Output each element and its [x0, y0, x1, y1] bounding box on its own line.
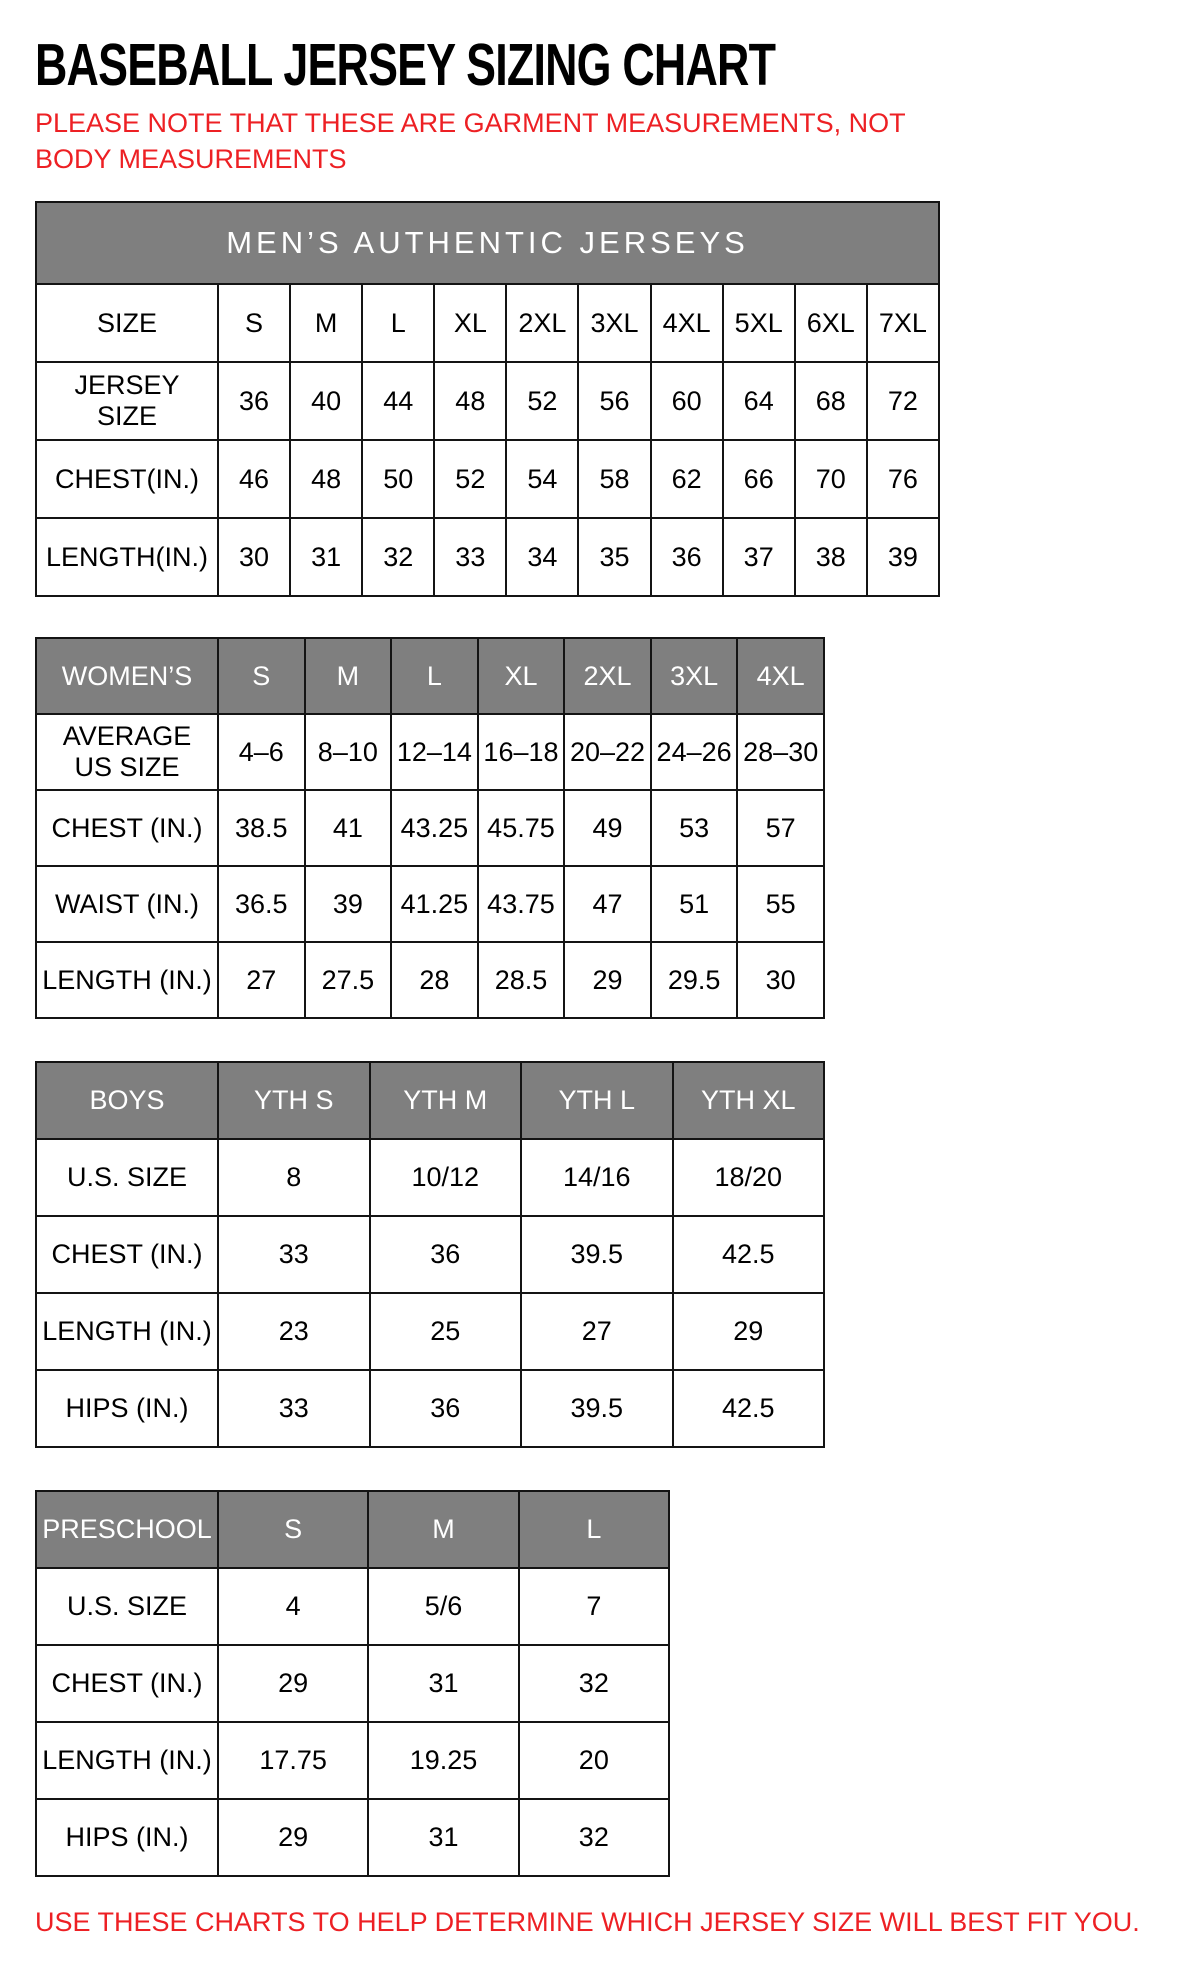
table-row — [36, 362, 939, 440]
column-header: 3XL — [651, 638, 738, 714]
table-cell: 29 — [673, 1293, 825, 1370]
table-cell: 51 — [651, 866, 738, 942]
table-cell: 48 — [434, 362, 506, 440]
page-title: BASEBALL JERSEY SIZING CHART — [35, 31, 776, 98]
table-cell: 28–30 — [737, 714, 824, 790]
table-cell: 6XL — [795, 284, 867, 362]
table-cell: 20 — [519, 1722, 669, 1799]
table-cell: 7XL — [867, 284, 939, 362]
table-cell: 32 — [519, 1645, 669, 1722]
table-cell: 49 — [564, 790, 651, 866]
row-label: U.S. SIZE — [36, 1568, 218, 1645]
table-cell: 55 — [737, 866, 824, 942]
table-cell: 27.5 — [305, 942, 392, 1018]
table-cell: 57 — [737, 790, 824, 866]
table-cell: 43.25 — [391, 790, 478, 866]
column-header: S — [218, 1491, 368, 1568]
table-cell: 8 — [218, 1139, 370, 1216]
table-cell: 29 — [218, 1799, 368, 1876]
table-cell: 54 — [506, 440, 578, 518]
table-cell: 28 — [391, 942, 478, 1018]
preschool-table — [35, 1490, 670, 1877]
table-cell: 36 — [218, 362, 290, 440]
table-cell: 28.5 — [478, 942, 565, 1018]
column-header: YTH XL — [673, 1062, 825, 1139]
row-label: CHEST (IN.) — [36, 1216, 218, 1293]
table-cell: 4XL — [651, 284, 723, 362]
table-cell: 33 — [218, 1216, 370, 1293]
table-cell: 62 — [651, 440, 723, 518]
table-header-row — [36, 1491, 669, 1568]
table-row — [36, 1216, 824, 1293]
table-cell: 66 — [723, 440, 795, 518]
table-cell: 39 — [305, 866, 392, 942]
table-cell: 48 — [290, 440, 362, 518]
column-header: S — [218, 638, 305, 714]
table-cell: 5XL — [723, 284, 795, 362]
table-cell: 45.75 — [478, 790, 565, 866]
table-cell: 24–26 — [651, 714, 738, 790]
table-cell: 3XL — [578, 284, 650, 362]
row-label: SIZE — [36, 284, 218, 362]
row-label: BOYS — [36, 1062, 218, 1139]
row-label: HIPS (IN.) — [36, 1799, 218, 1876]
table-cell: 30 — [737, 942, 824, 1018]
row-label: WAIST (IN.) — [36, 866, 218, 942]
row-label: WOMEN’S — [36, 638, 218, 714]
table-cell: 58 — [578, 440, 650, 518]
row-label: LENGTH (IN.) — [36, 942, 218, 1018]
table-cell: 34 — [506, 518, 578, 596]
table-cell: 19.25 — [368, 1722, 518, 1799]
womens-table — [35, 637, 825, 1019]
table-header-row — [36, 1062, 824, 1139]
table-cell: 39.5 — [521, 1370, 673, 1447]
row-label: CHEST (IN.) — [36, 790, 218, 866]
table-row — [36, 714, 824, 790]
table-cell: 36 — [370, 1370, 522, 1447]
table-cell: XL — [434, 284, 506, 362]
table-cell: 14/16 — [521, 1139, 673, 1216]
footer-note: USE THESE CHARTS TO HELP DETERMINE WHICH JERSEY SIZE WILL BEST FIT YOU. — [35, 1907, 1140, 1938]
table-cell: 56 — [578, 362, 650, 440]
column-header: YTH S — [218, 1062, 370, 1139]
row-label: PRESCHOOL — [36, 1491, 218, 1568]
table-cell: 8–10 — [305, 714, 392, 790]
table-cell: 31 — [368, 1799, 518, 1876]
table-row — [36, 284, 939, 362]
measurement-note: PLEASE NOTE THAT THESE ARE GARMENT MEASUREMENTS, NOT BODY MEASUREMENTS — [35, 108, 906, 174]
table-cell: 35 — [578, 518, 650, 596]
table-cell: 32 — [519, 1799, 669, 1876]
table-title: MEN’S AUTHENTIC JERSEYS — [36, 202, 939, 284]
table-cell: 27 — [218, 942, 305, 1018]
table-cell: 70 — [795, 440, 867, 518]
table-cell: 36 — [651, 518, 723, 596]
table-cell: 36.5 — [218, 866, 305, 942]
table-cell: 32 — [362, 518, 434, 596]
column-header: 4XL — [737, 638, 824, 714]
table-cell: 2XL — [506, 284, 578, 362]
table-cell: 36 — [370, 1216, 522, 1293]
table-row — [36, 518, 939, 596]
table-cell: S — [218, 284, 290, 362]
table-cell: 39.5 — [521, 1216, 673, 1293]
table-cell: 38.5 — [218, 790, 305, 866]
table-row — [36, 866, 824, 942]
table-cell: 50 — [362, 440, 434, 518]
column-header: XL — [478, 638, 565, 714]
table-cell: 27 — [521, 1293, 673, 1370]
table-cell: 23 — [218, 1293, 370, 1370]
table-row — [36, 1293, 824, 1370]
table-cell: 5/6 — [368, 1568, 518, 1645]
table-cell: 31 — [368, 1645, 518, 1722]
table-row — [36, 1722, 669, 1799]
table-cell: 39 — [867, 518, 939, 596]
table-cell: 20–22 — [564, 714, 651, 790]
table-cell: 17.75 — [218, 1722, 368, 1799]
table-row — [36, 1799, 669, 1876]
table-row — [36, 1568, 669, 1645]
table-cell: 76 — [867, 440, 939, 518]
table-cell: 52 — [434, 440, 506, 518]
table-cell: 72 — [867, 362, 939, 440]
row-label: CHEST(IN.) — [36, 440, 218, 518]
column-header: 2XL — [564, 638, 651, 714]
table-cell: 60 — [651, 362, 723, 440]
row-label: LENGTH (IN.) — [36, 1293, 218, 1370]
table-cell: 42.5 — [673, 1370, 825, 1447]
table-cell: 33 — [434, 518, 506, 596]
table-cell: 31 — [290, 518, 362, 596]
table-cell: 12–14 — [391, 714, 478, 790]
table-cell: L — [362, 284, 434, 362]
table-row — [36, 1645, 669, 1722]
table-row — [36, 1139, 824, 1216]
table-cell: 29 — [218, 1645, 368, 1722]
table-header-row — [36, 638, 824, 714]
table-cell: 4–6 — [218, 714, 305, 790]
table-cell: 29 — [564, 942, 651, 1018]
table-cell: 41.25 — [391, 866, 478, 942]
boys-table — [35, 1061, 825, 1448]
table-cell: 25 — [370, 1293, 522, 1370]
table-cell: 46 — [218, 440, 290, 518]
row-label: LENGTH (IN.) — [36, 1722, 218, 1799]
table-cell: 29.5 — [651, 942, 738, 1018]
table-cell: 7 — [519, 1568, 669, 1645]
column-header: YTH M — [370, 1062, 522, 1139]
table-row — [36, 1370, 824, 1447]
table-title-row — [36, 202, 939, 284]
column-header: L — [519, 1491, 669, 1568]
row-label: LENGTH(IN.) — [36, 518, 218, 596]
table-cell: 53 — [651, 790, 738, 866]
column-header: M — [368, 1491, 518, 1568]
table-cell: 52 — [506, 362, 578, 440]
table-cell: 43.75 — [478, 866, 565, 942]
table-row — [36, 790, 824, 866]
table-cell: 4 — [218, 1568, 368, 1645]
table-cell: 41 — [305, 790, 392, 866]
mens-authentic-jerseys-table — [35, 201, 940, 597]
row-label: AVERAGE US SIZE — [36, 714, 218, 790]
table-cell: 38 — [795, 518, 867, 596]
table-cell: 16–18 — [478, 714, 565, 790]
row-label: HIPS (IN.) — [36, 1370, 218, 1447]
table-row — [36, 942, 824, 1018]
table-cell: 44 — [362, 362, 434, 440]
table-cell: 40 — [290, 362, 362, 440]
table-cell: 42.5 — [673, 1216, 825, 1293]
column-header: M — [305, 638, 392, 714]
table-cell: 47 — [564, 866, 651, 942]
table-cell: 18/20 — [673, 1139, 825, 1216]
row-label: CHEST (IN.) — [36, 1645, 218, 1722]
table-cell: 33 — [218, 1370, 370, 1447]
column-header: YTH L — [521, 1062, 673, 1139]
table-cell: 64 — [723, 362, 795, 440]
table-cell: 68 — [795, 362, 867, 440]
table-cell: M — [290, 284, 362, 362]
table-cell: 10/12 — [370, 1139, 522, 1216]
table-cell: 37 — [723, 518, 795, 596]
row-label: U.S. SIZE — [36, 1139, 218, 1216]
table-row — [36, 440, 939, 518]
row-label: JERSEY SIZE — [36, 362, 218, 440]
column-header: L — [391, 638, 478, 714]
table-cell: 30 — [218, 518, 290, 596]
